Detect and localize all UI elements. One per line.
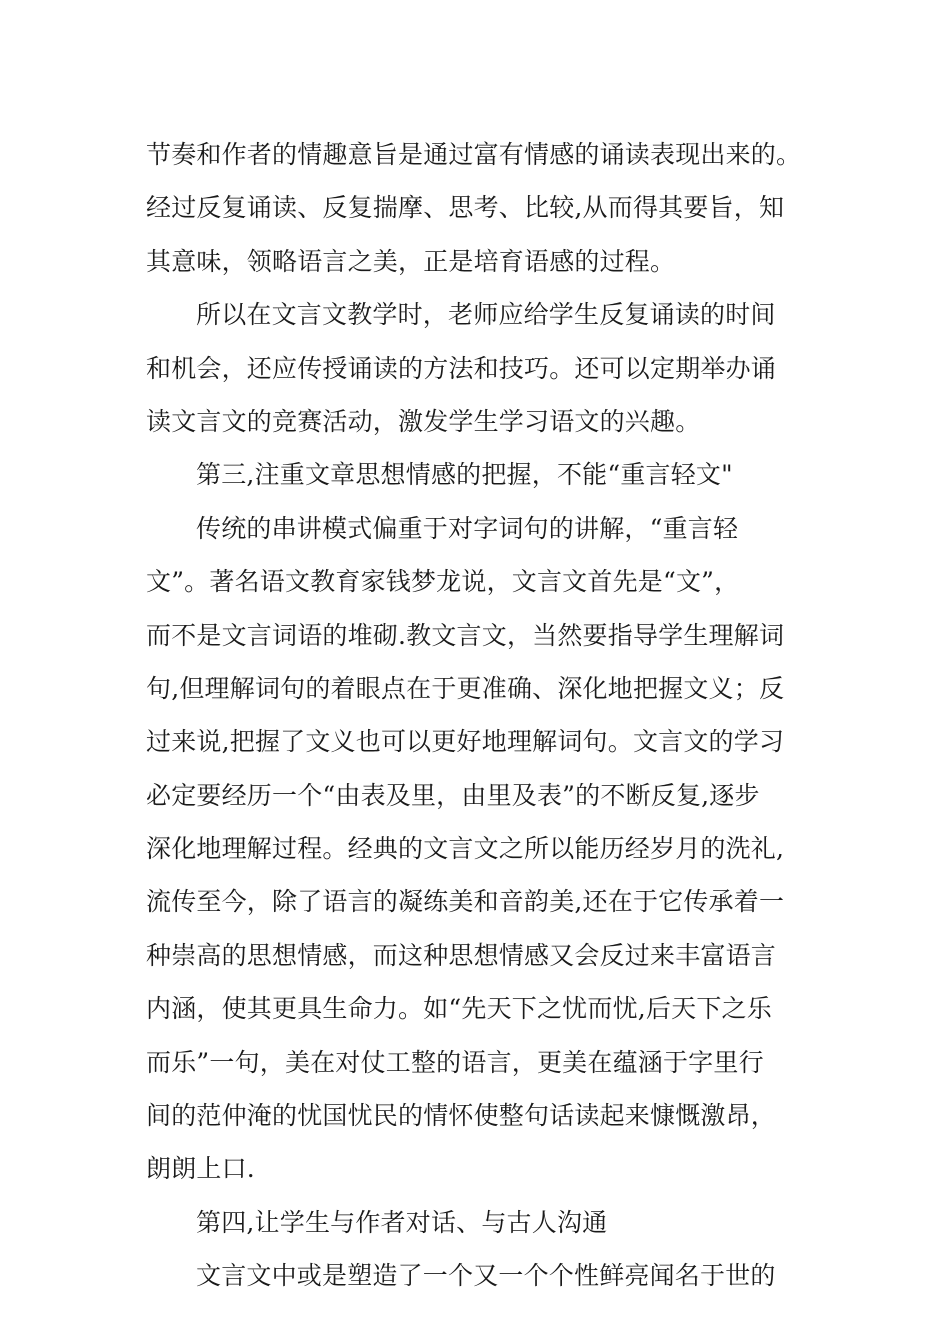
text-line: 文言文中或是塑造了一个又一个个性鲜亮闻名于世的 — [196, 1261, 776, 1291]
text-line: 句,但理解词句的着眼点在于更准确、深化地把握文义；反 — [146, 673, 785, 703]
text-line: 节奏和作者的情趣意旨是通过富有情感的诵读表现出来的。 — [146, 140, 802, 169]
text-line: 朗朗上口. — [146, 1154, 255, 1184]
text-line: 种崇高的思想情感，而这种思想情感又会反过来丰富语言 — [146, 940, 777, 970]
text-line: 深化地理解过程。经典的文言文之所以能历经岁月的洗礼, — [146, 834, 785, 864]
document-body — [146, 128, 806, 1303]
text-line: 而不是文言词语的堆砌.教文言文，当然要指导学生理解词 — [146, 620, 785, 650]
text-line: 经过反复诵读、反复揣摩、思考、比较,从而得其要旨，知 — [146, 193, 785, 223]
text-line: 第四,让学生与作者对话、与古人沟通 — [196, 1207, 608, 1237]
text-line: 内涵，使其更具生命力。如“先天下之忧而忧,后天下之乐 — [146, 994, 772, 1024]
text-line: 读文言文的竞赛活动，激发学生学习语文的兴趣。 — [146, 406, 701, 436]
text-line: 间的范仲淹的忧国忧民的情怀使整句话读起来慷慨激昂， — [146, 1101, 777, 1131]
text-line: 和机会，还应传授诵读的方法和技巧。还可以定期举办诵 — [146, 353, 777, 383]
text-line: 文”。著名语文教育家钱梦龙说，文言文首先是“文”， — [146, 567, 740, 597]
text-line: 流传至今，除了语言的凝练美和音韵美,还在于它传承着一 — [146, 887, 785, 917]
text-line: 其意味，领略语言之美，正是培育语感的过程。 — [146, 246, 676, 276]
text-line: 必定要经历一个“由表及里，由里及表”的不断反复,逐步 — [146, 780, 760, 810]
text-line: 而乐”一句，美在对仗工整的语言，更美在蕴涵于字里行 — [146, 1047, 764, 1077]
text-line: 所以在文言文教学时，老师应给学生反复诵读的时间 — [196, 300, 776, 330]
text-line: 传统的串讲模式偏重于对字词句的讲解，“重言轻 — [196, 513, 739, 543]
text-line: 第三,注重文章思想情感的把握，不能“重言轻文" — [196, 460, 733, 490]
text-line: 过来说,把握了文义也可以更好地理解词句。文言文的学习 — [146, 727, 785, 757]
